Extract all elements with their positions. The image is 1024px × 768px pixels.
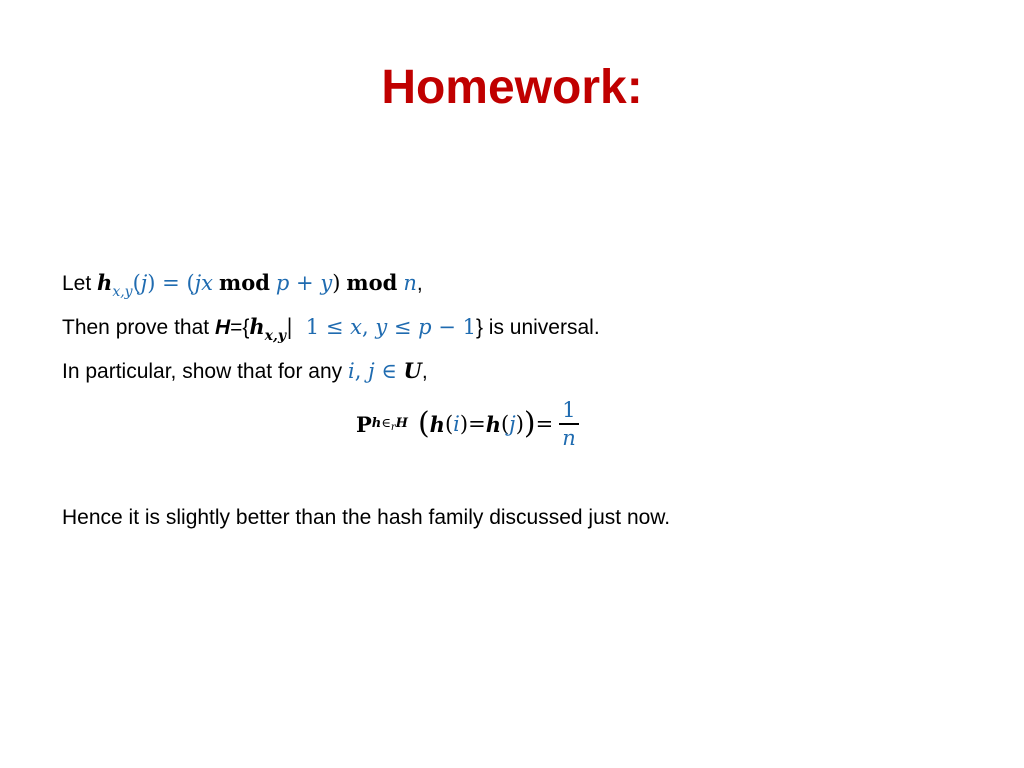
set-bar: | [286,315,300,339]
big-paren-close: ) [523,406,536,441]
fraction-denominator: n [562,425,576,450]
prove-line [62,314,600,344]
var-j: j [140,271,148,295]
leq-sign: ≤ [319,315,351,339]
universal-text: is universal. [482,316,600,339]
sub-H: H [395,415,408,431]
var-j: j [368,359,375,383]
probability-formula [356,392,579,456]
slide-title: Homework: [381,61,643,114]
definition-line [62,270,423,300]
paren-close-2: ) [332,271,341,295]
var-i: i [347,359,355,383]
conclusion-line: Hence it is slightly better than the hash family discussed just now. [62,506,671,529]
mod-keyword: mod [219,270,270,295]
hash-subscript: x,y [112,284,133,300]
fraction-numerator: 1 [562,398,576,423]
in-particular-text: In particular, show that for any [62,360,348,383]
var-n: n [403,271,417,295]
universe-symbol: U [403,358,422,383]
trailing-comma: , [421,360,428,383]
fraction [559,397,579,451]
h-symbol-1: h [429,411,445,437]
paren-open-2: ( [500,412,510,436]
hash-subscript: x,y [264,328,287,344]
paren-close-2: ) [515,412,524,436]
element-of-sign: ∈ [374,359,404,383]
paren-open: ( [444,412,454,436]
paren-open: ( [132,271,141,295]
mod-keyword-2: mod [346,270,398,295]
probability-symbol: P [356,411,372,437]
family-symbol: H [214,316,231,339]
var-i: i [453,412,460,436]
paren-open-2: ( [186,271,195,295]
comma: , [361,315,376,339]
let-text: Let [62,272,98,295]
plus-sign: + [289,271,321,295]
equals-brace: ={ [230,316,250,339]
var-p: p [418,315,432,339]
particular-line [62,358,428,384]
hash-function-symbol: h [249,314,265,339]
var-p: p [275,271,290,295]
paren-close-equals: ) = [147,271,187,295]
hash-function-symbol: h [97,270,113,295]
sub-h: h [371,415,382,431]
trailing-comma: , [416,272,423,295]
var-y: y [375,315,388,339]
big-paren-open: ( [417,406,430,441]
comma: , [354,359,369,383]
then-prove-text: Then prove that [62,316,215,339]
close-brace: } [475,316,483,339]
leq-sign-2: ≤ [387,315,419,339]
equals-sign: = [468,412,486,436]
var-y: y [320,271,333,295]
number-one-2: 1 [462,315,476,339]
equals-sign-2: = [535,412,554,436]
sub-in: ∈ [381,415,391,431]
var-x: x [350,315,362,339]
minus-sign: − [431,315,463,339]
var-j: j [509,412,516,436]
sub-r: r [390,421,396,433]
h-symbol-2: h [485,411,501,437]
var-jx: jx [194,271,213,295]
paren-close: ) [459,412,469,436]
number-one: 1 [305,315,320,339]
